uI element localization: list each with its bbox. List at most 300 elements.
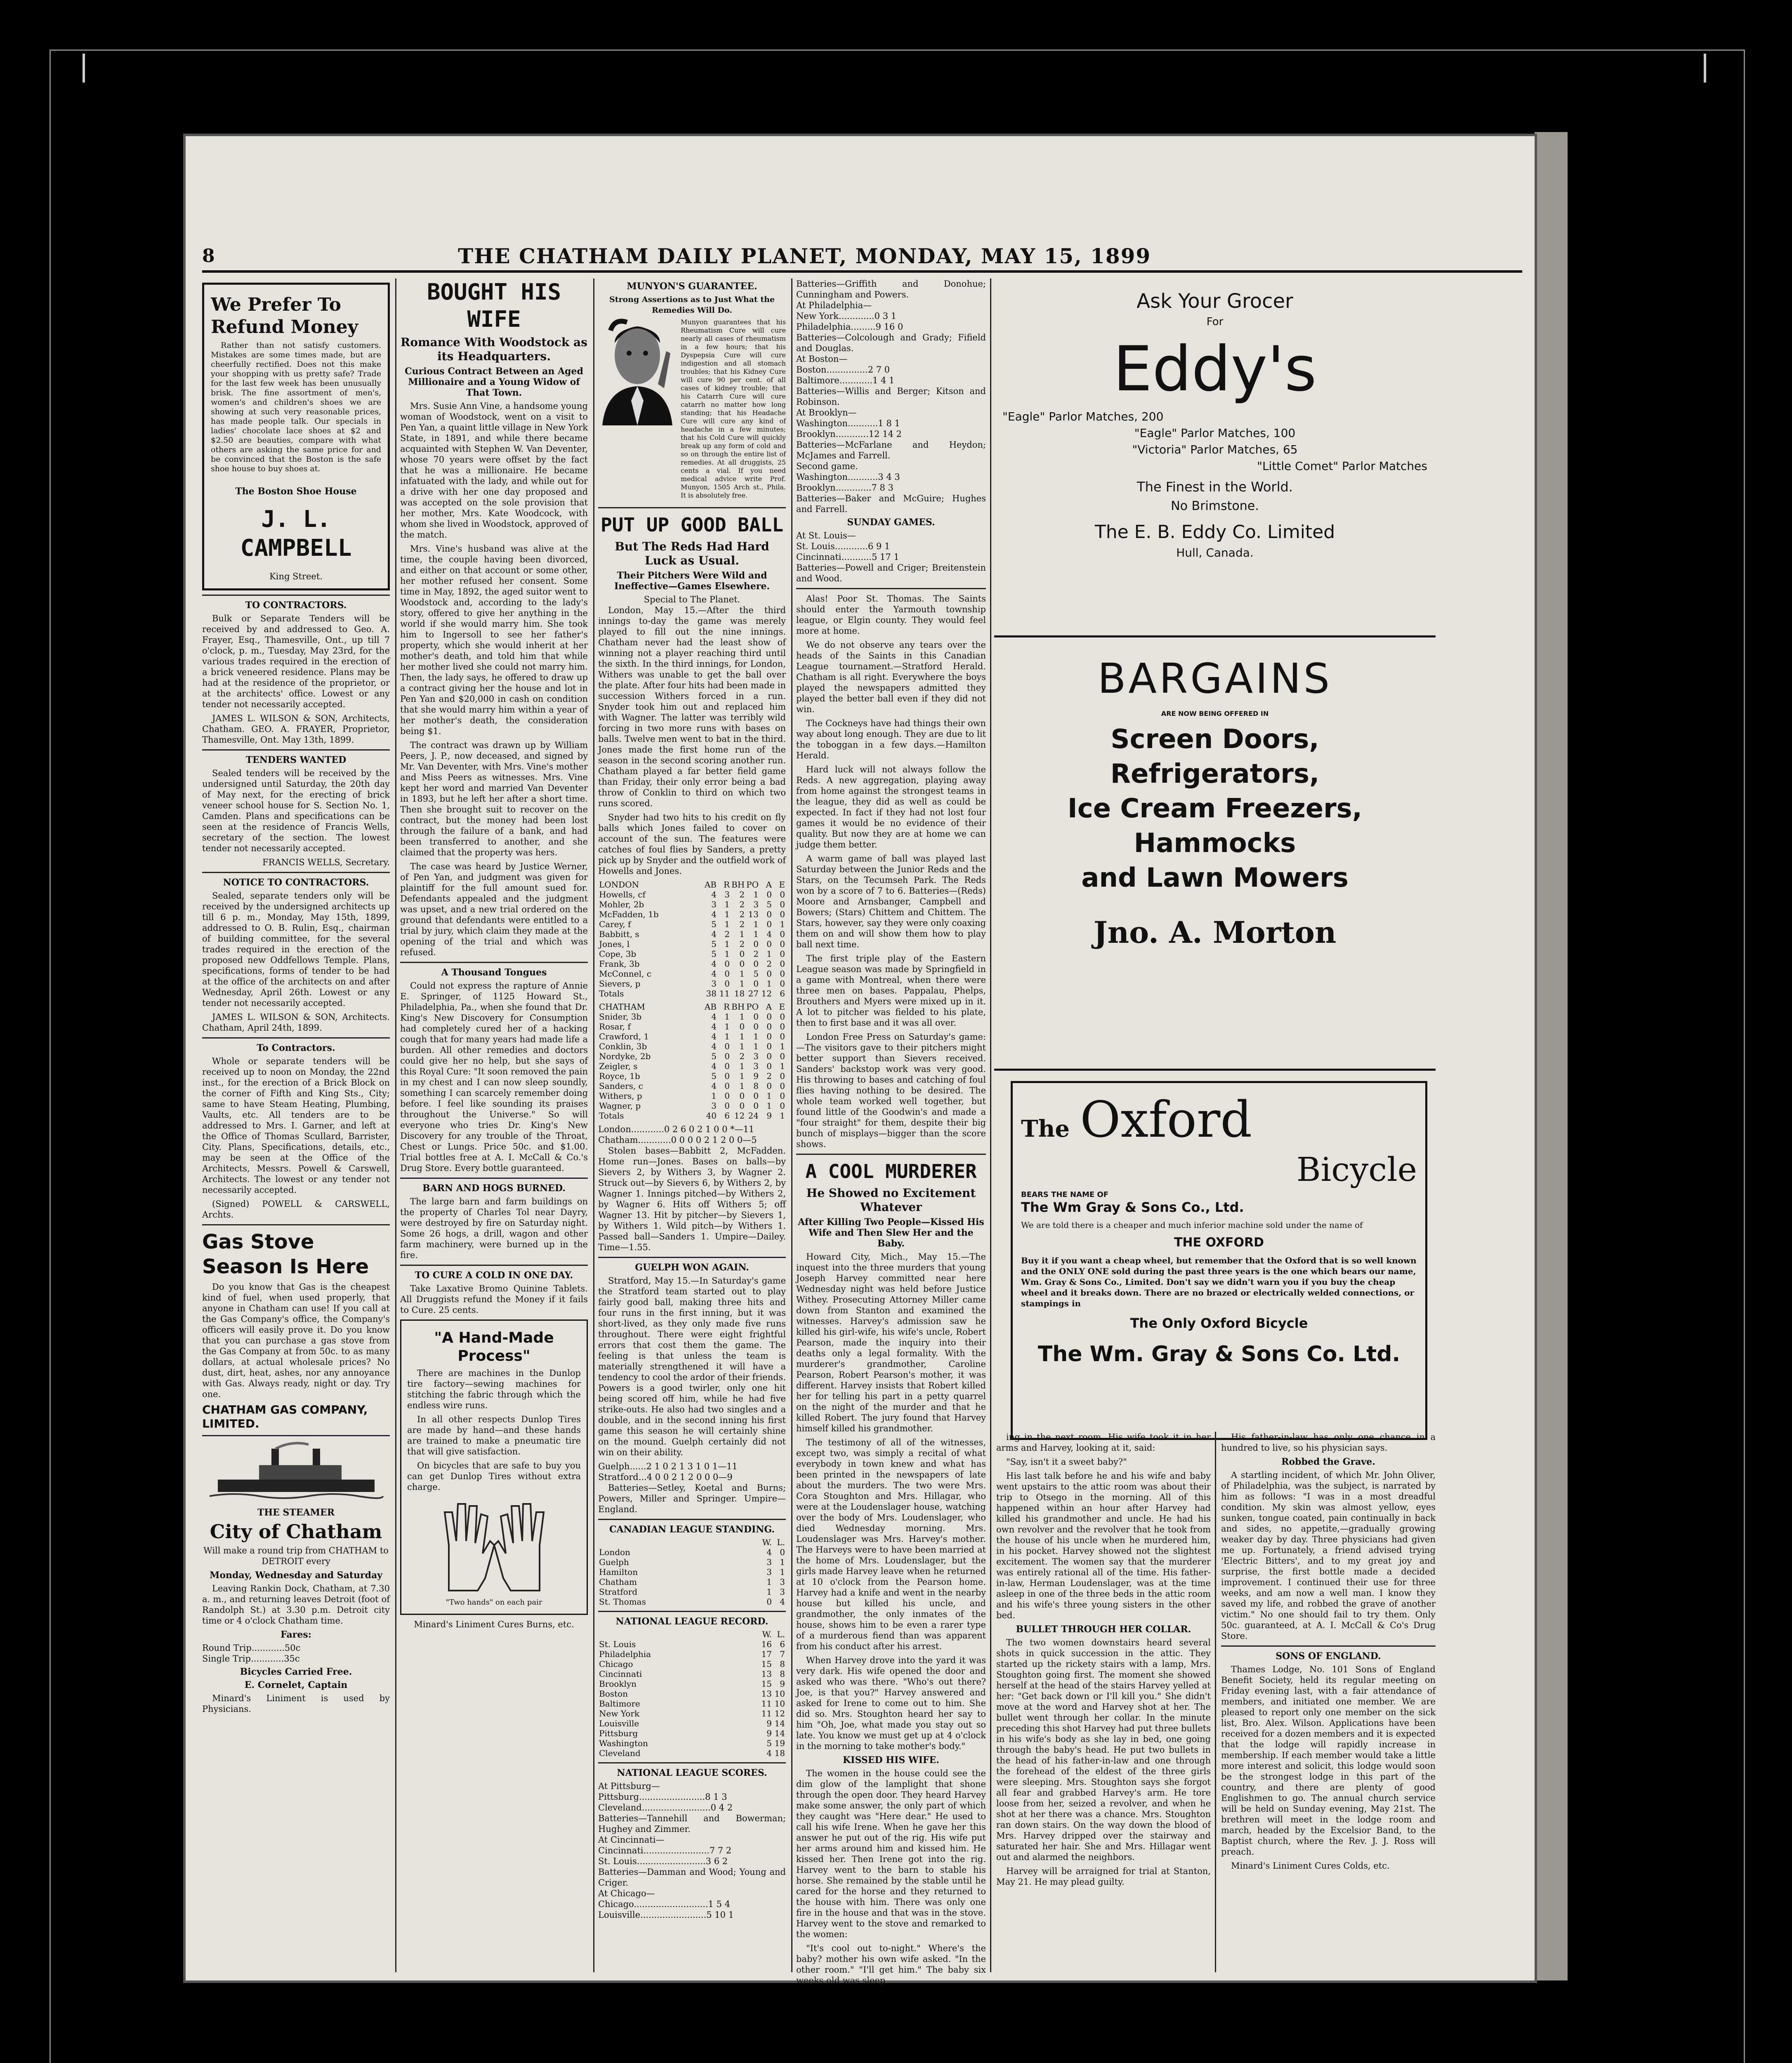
table-cell: 0	[724, 979, 730, 989]
table-cell: 2	[739, 890, 745, 899]
table-cell: 19	[774, 1738, 785, 1748]
table-cell: Howells, cf	[599, 890, 646, 899]
eddy-ad	[998, 281, 1431, 631]
column-2	[400, 279, 588, 1972]
table-cell: 1	[739, 929, 745, 939]
london-total-1: 38	[706, 989, 717, 998]
cold-body: Take Laxative Bromo Quinine Tablets. All Druggists refund the Money if it fails to Cure. 25 cents.	[400, 1284, 588, 1315]
oxford-the: The	[1021, 1115, 1070, 1142]
table-cell: 1	[739, 1081, 745, 1091]
contractors-body: Bulk or Separate Tenders will be received by and addressed to Geo. A. Frayer, Esq., Thamesville, Ont., up till 7 o'clock, p. m., Tuesday, May 23rd, for the various trades required in the erection of a brick veneered residence. Plans may be had at the residence of the proprietor, or at the architects' office. Lowest or any tender not necessarily accepted.	[202, 614, 390, 709]
table-row	[598, 1101, 786, 1111]
oxford-warn: We are told there is a cheaper and much inferior machine sold under the name of	[1021, 1220, 1363, 1230]
table-cell: 0	[780, 1012, 785, 1022]
table-cell: Louisville	[599, 1718, 639, 1728]
notes-4: Hard luck will not always follow the Reds. A new aggregation, playing away from home against the strongest teams in the league, they did as well as could be expected. In fact if they had not lost four games it would be no evidence of their quality. But now they are at home we can judge them better.	[796, 765, 986, 850]
table-cell: St. Louis	[599, 1639, 636, 1649]
table-cell: 0	[780, 909, 785, 919]
steamer-captain: E. Cornelet, Captain	[244, 1680, 348, 1690]
london-head-6: E	[779, 880, 785, 890]
murder-sub2: After Killing Two People—Kissed His Wife and Then Slew Her and the Baby.	[798, 1217, 984, 1249]
contractors2-title: To Contractors.	[257, 1043, 335, 1053]
wife-subhead2: Curious Contract Between an Aged Millionaire and a Young Widow of That Town.	[405, 366, 583, 398]
divider	[400, 962, 588, 963]
table-cell: 0	[739, 1091, 745, 1101]
tenders-title: TENDERS WANTED	[245, 755, 347, 765]
frame-corner-mark	[83, 54, 85, 83]
chatham-head-0: CHATHAM	[599, 1002, 645, 1012]
divider	[1221, 1645, 1436, 1647]
chatham-total-6: 1	[780, 1111, 785, 1121]
column-1	[202, 279, 390, 1972]
table-cell: 1	[724, 899, 730, 909]
text-line: Batteries—Griffith and Donohue; Cunningham and Powers.	[796, 279, 986, 300]
kissed-body-2: "It's cool out to-night." Where's the baby? mother his own wife asked. "In the other room." "I'll get him." The baby six weeks old was sleep	[796, 1943, 986, 1985]
table-cell: 1	[724, 1022, 730, 1032]
ball-dateline: Special to The Planet.	[644, 595, 740, 604]
divider	[400, 1178, 588, 1179]
oxford-bicycle: Bicycle	[1296, 1150, 1417, 1189]
table-cell: 16	[761, 1639, 772, 1649]
text-line: Washington...........1 8 1	[796, 418, 900, 428]
table-cell: Royce, 1b	[599, 1071, 640, 1081]
table-cell: 4	[711, 1012, 717, 1022]
table-cell: Sanders, c	[599, 1081, 643, 1091]
notes-3: The Cockneys have had things their own way about long enough. They are due to lit the toboggan in a few days.—Hamilton Herald.	[796, 718, 986, 760]
eddy-line3: "Victoria" Parlor Matches, 65	[1132, 443, 1298, 456]
table-cell: 1	[724, 1032, 730, 1041]
table-cell: Withers, p	[599, 1091, 642, 1101]
table-cell: 0	[753, 1022, 759, 1032]
robbed-title: Robbed the Grave.	[1281, 1456, 1375, 1467]
text-line: Screen Doors,	[1111, 724, 1319, 755]
eddy-place: Hull, Canada.	[1176, 546, 1254, 559]
table-cell: 14	[774, 1728, 785, 1738]
table-cell: 0	[766, 1081, 772, 1091]
table-total	[598, 989, 786, 998]
table-cell: Cleveland	[599, 1748, 641, 1758]
table-cell: Chatham	[599, 1577, 637, 1587]
table-cell: Boston	[599, 1689, 628, 1699]
column-rule	[593, 279, 594, 1972]
text-line: At St. Louis—	[796, 531, 856, 541]
eddy-ask: Ask Your Grocer	[1137, 290, 1293, 313]
table-cell: Snider, 3b	[599, 1012, 642, 1022]
divider	[796, 588, 986, 589]
can-rows	[598, 1547, 786, 1607]
table-cell: Wagner, p	[599, 1101, 641, 1111]
table-cell: 1	[724, 939, 730, 949]
nat-rows	[598, 1639, 786, 1758]
table-cell: 0	[724, 1081, 730, 1091]
table-cell: 0	[724, 1071, 730, 1081]
murder-body-2: The testimony of all of the witnesses, except two, was simply a recital of what everybody in town knew and what has been printed in the newspapers of late about the murders. The two were Mrs. Cora Stoughton and Mrs. Hillagar, who were at the Loudenslager house, watching over the body of Mrs. Loudenslager, who died Wednesday morning. Mrs. Loudenslager was Mrs. Harvey's mother. The Harveys were to have been married at the home of Mrs. Loudenslager, but the girls made Harvey leave when he returned at 10 o'clock from the Pearson home. Harvey had a knife and went in the nearby house but killed his uncle, and grandmother, the only inmates of the house, shows him to be even a rarer type of a murderous fiend than was apparent from his conduct after his arrest.	[796, 1437, 986, 1651]
table-row	[598, 1639, 786, 1649]
table-cell: 1	[739, 1071, 745, 1081]
table-cell: 1	[753, 890, 759, 899]
text-line: Batteries—Willis and Berger; Kitson and Robinson.	[796, 386, 986, 407]
morton-name: Jno. A. Morton	[1093, 915, 1337, 950]
table-cell: 1	[724, 949, 730, 959]
table-cell: 5	[753, 969, 759, 979]
london-box-score	[598, 880, 786, 998]
table-cell: 1	[724, 1012, 730, 1022]
ball-headline: PUT UP GOOD BALL	[600, 514, 784, 536]
table-cell: Hamilton	[599, 1567, 638, 1577]
table-cell: 11	[761, 1709, 772, 1718]
oxford-name: Oxford	[1080, 1091, 1252, 1149]
london-head-2: R	[723, 880, 730, 890]
column-rule	[791, 279, 792, 1972]
text-line: Batteries—Tannehill and Bowerman; Hughey and Zimmer.	[598, 1813, 786, 1834]
table-cell: 0	[780, 959, 785, 969]
table-row	[598, 1649, 786, 1659]
table-cell: 9	[780, 1679, 785, 1689]
table-cell: 7	[780, 1649, 785, 1659]
table-cell: 0	[766, 1032, 772, 1041]
table-cell: 17	[761, 1649, 772, 1659]
text-line: St. Louis............6 9 1	[796, 541, 890, 551]
murder-cont-3: Harvey will be arraigned for trial at Stanton, May 21. He may plead guilty.	[996, 1866, 1211, 1887]
divider	[202, 749, 390, 751]
table-row	[598, 1061, 786, 1071]
table-cell: 1	[780, 1567, 785, 1577]
table-cell: 3	[711, 1101, 717, 1111]
can-head-0	[598, 1537, 759, 1547]
london-head-3: BH	[731, 880, 745, 890]
table-cell: 0	[739, 1101, 745, 1111]
table-cell: 10	[774, 1699, 785, 1709]
table-cell: 0	[780, 949, 785, 959]
column-5b	[1221, 1432, 1436, 1972]
table-cell: 9	[766, 1718, 772, 1728]
london-total-3: 18	[734, 989, 745, 998]
table-cell: 0	[766, 890, 772, 899]
table-cell: 0	[724, 959, 730, 969]
table-cell: 0	[753, 979, 759, 989]
table-cell: 0	[780, 1071, 785, 1081]
chatham-total-2: 6	[724, 1111, 730, 1121]
table-cell: 0	[766, 1041, 772, 1051]
table-cell: 0	[753, 1101, 759, 1111]
table-cell: 4	[711, 909, 717, 919]
table-cell: 0	[724, 1041, 730, 1051]
table-cell: 0	[753, 939, 759, 949]
divider	[400, 1265, 588, 1266]
text-line: Cleveland.........................0 4 2	[598, 1803, 733, 1813]
table-header	[598, 880, 786, 890]
wife-body-3: The contract was drawn up by William Peers, J. P., now deceased, and signed by Mr. Van Deventer, with Mrs. Vine's mother and Miss Peers as witnesses. Mrs. Vine kept her word and married Van Deventer in 1893, but he left her after a short time. Then she brought suit to recover on the contract, but the money had been lost through the failure of a bank, and had been transferred to another, and she claimed that the property was hers.	[400, 740, 588, 857]
campbell-body: Rather than not satisfy customers. Mistakes are some times made, but are cheerfully rectified. Does not this make your shopping with us pretty safe? Trade for the last few week has been unusually brisk. The fine assortment of men's, women's and children's shoes we are showing at such very reasonable prices, has made people talk. Our specials in ladies' chocolate lace shoes at $2 and $2.50 are beauties, compare with what others are asking the same price for and be convinced that the Boston is the safe shoe house to buy shoes at.	[211, 341, 381, 473]
table-row	[598, 1032, 786, 1041]
column-rule	[1215, 1432, 1216, 1972]
chatham-total-1: 40	[706, 1111, 717, 1121]
eddy-line1: "Eagle" Parlor Matches, 200	[1002, 410, 1164, 423]
table-cell: 0	[739, 1022, 745, 1032]
guelph-score-2: Stratford...4 0 0 2 1 2 0 0 0—9	[598, 1472, 733, 1482]
national-record	[598, 1629, 786, 1758]
munyon-title: MUNYON'S GUARANTEE.	[627, 281, 757, 292]
page-edge	[1535, 132, 1568, 1980]
table-cell: 18	[774, 1748, 785, 1758]
table-cell: Stratford	[599, 1587, 638, 1597]
table-cell: 0	[780, 979, 785, 989]
table-cell: 2	[739, 919, 745, 929]
divider	[994, 1069, 1436, 1071]
morton-sub: ARE NOW BEING OFFERED IN	[1161, 710, 1269, 718]
minard-burns: Minard's Liniment Cures Burns, etc.	[414, 1619, 574, 1629]
campbell-house: The Boston Shoe House	[235, 486, 357, 497]
table-cell: 15	[761, 1659, 772, 1669]
table-cell: 4	[711, 929, 717, 939]
table-cell: 3	[753, 1051, 759, 1061]
table-cell: 4	[711, 1032, 717, 1041]
text-line: At Chicago—	[598, 1888, 655, 1898]
divider	[202, 1224, 390, 1225]
chatham-total-5: 9	[766, 1111, 772, 1121]
barn-body: The large barn and farm buildings on the property of Charles Tol near Dayry, were destroyed by fire on Saturday night. Some 26 hogs, a drill, wagon and other farm machinery, were burned up in the fire.	[400, 1197, 588, 1260]
text-line: Batteries—Colcolough and Grady; Fifield and Douglas.	[796, 333, 986, 353]
campbell-street: King Street.	[269, 571, 323, 581]
page-header	[202, 245, 1522, 273]
table-row	[598, 1738, 786, 1748]
wife-body-4: The case was heard by Justice Werner, of Pen Yan, and judgment was given for plaintiff for the full amount sued for. Defendants appealed and the judgment was upset, and a new trial ordered on the ground that defendants were entitled to a trial by jury, which claim they made at the opening of the trial and which was refused.	[400, 862, 588, 957]
notes-5: A warm game of ball was played last Saturday between the Junior Reds and the Stars, on the Tecumseh Park. The Reds won by a score of 7 to 6. Batteries—(Reds) Moore and Arnsbanger, Campbell and Bowers; (Stars) Chittem and Chittem. The Stars, however, say they were only coaxing them on and will show them how to play ball next time.	[796, 854, 986, 949]
table-cell: 0	[766, 1061, 772, 1071]
text-line: At Cincinnati—	[598, 1835, 665, 1845]
tenders-sig: FRANCIS WELLS, Secretary.	[262, 857, 390, 867]
table-cell: 1	[780, 919, 785, 929]
table-row	[598, 1051, 786, 1061]
guelph-batteries: Batteries—Setley, Koetal and Burns; Powers, Miller and Springer. Umpire—England.	[598, 1483, 786, 1514]
table-cell: 0	[780, 890, 785, 899]
campbell-name: J. L. CAMPBELL	[240, 506, 352, 562]
table-cell: 5	[766, 899, 772, 909]
divider	[598, 1611, 786, 1612]
text-line: At Brooklyn—	[796, 408, 857, 418]
murder-continued: ing in the next room. His wife took it in her arms and Harvey, looking at it, said:	[996, 1432, 1211, 1453]
london-total-6: 6	[780, 989, 785, 998]
table-cell: 0	[766, 1597, 772, 1607]
masthead-title: THE CHATHAM DAILY PLANET, MONDAY, MAY 15, 1899	[458, 244, 1151, 268]
table-cell: 0	[780, 1032, 785, 1041]
campbell-headline: We Prefer To Refund Money	[211, 294, 358, 338]
chatham-head-1: AB	[704, 1002, 717, 1012]
table-cell: 3	[711, 899, 717, 909]
campbell-ad	[202, 283, 390, 590]
cold-title: TO CURE A COLD IN ONE DAY.	[415, 1270, 573, 1281]
murder-cont-2: His last talk before he and his wife and baby went upstairs to the attic room was about their trip to Otsego in the morning. All of this happened within an hour after Harvey had killed his grandmother and uncle. He had his own revolver and the revolver that he took from the house of his uncle when he murdered him, in his pocket. Harvey showed not the slightest excitement. The women say that the murderer was entirely rational all of the time. His father-in-law, Herman Loudenslager, was at the time asleep in one of the three beds in the attic room and his wife's three young sisters in the other bed.	[996, 1471, 1211, 1620]
table-cell: Pittsburg	[599, 1728, 638, 1738]
table-cell: Washington	[599, 1738, 648, 1748]
table-row	[598, 1659, 786, 1669]
table-cell: 1	[739, 1041, 745, 1051]
text-line: Refrigerators,	[1110, 759, 1320, 789]
table-row	[598, 1699, 786, 1709]
table-header	[598, 1537, 786, 1547]
page-number: 8	[202, 245, 215, 267]
table-cell: 0	[753, 1012, 759, 1022]
table-cell: 5	[711, 919, 717, 929]
table-row	[598, 1012, 786, 1022]
table-cell: 0	[780, 1101, 785, 1111]
table-cell: Cope, 3b	[599, 949, 637, 959]
table-cell: Nordyke, 2b	[599, 1051, 651, 1061]
table-cell: 1	[753, 929, 759, 939]
oxford-ad	[1011, 1081, 1427, 1440]
table-cell: 13	[761, 1669, 772, 1679]
text-line: Louisville........................5 10 1	[598, 1910, 734, 1920]
table-cell: 4	[780, 1597, 785, 1607]
table-cell: 2	[753, 949, 759, 959]
table-cell: 3	[766, 1567, 772, 1577]
father-in-law: His father-in-law has only one chance in a hundred to live, so his physician says.	[1221, 1432, 1436, 1453]
table-row	[598, 1728, 786, 1738]
table-cell: 2	[724, 929, 730, 939]
contractors-title: TO CONTRACTORS.	[245, 600, 347, 611]
london-head-4: PO	[746, 880, 759, 890]
divider	[598, 507, 786, 508]
table-row	[598, 959, 786, 969]
table-row	[598, 929, 786, 939]
table-cell: 1	[766, 949, 772, 959]
murder-body-3: When Harvey drove into the yard it was very dark. His wife opened the door and asked who was there. "Who's out there? Joe, is that you?" Harvey answered and asked for Irene to come out to him. She did so. Mrs. Stoughton heard her say to him "Oh, Joe, what made you stay out so late. You know we must get up at 4 o'clock in the morning to take mother's body."	[796, 1655, 986, 1751]
table-cell: 13	[748, 909, 759, 919]
table-cell: Carey, f	[599, 919, 631, 929]
ball-summary: Stolen bases—Babbitt 2, McFadden. Home run—Jones. Bases on balls—by Sievers 2, by Withers 3, by Wagner 2. Struck out—by Sievers 6, by Withers 2, by Wagner 1. Innings pitched—by Withers 2, by Wagner 6. Hits off Withers 5; off Wagner 13. Hit by pitcher—by Sievers 1, by Withers 1. Wild pitch—by Withers 1. Passed ball—Sanders 1. Umpire—Dailey. Time—1.55.	[598, 1146, 786, 1252]
table-row	[598, 909, 786, 919]
text-line: Ice Cream Freezers,	[1067, 793, 1363, 824]
table-cell: 0	[739, 949, 745, 959]
guelph-score-1: Guelph......2 1 0 2 1 3 1 0 1—11	[598, 1461, 738, 1471]
game-results	[796, 279, 986, 515]
table-cell: 6	[780, 1639, 785, 1649]
table-row	[598, 1547, 786, 1557]
oxford-maker: The Wm Gray & Sons Co., Ltd.	[1021, 1199, 1244, 1215]
table-cell: 0	[766, 939, 772, 949]
table-cell: Crawford, 1	[599, 1032, 649, 1041]
table-cell: 1	[739, 1061, 745, 1071]
table-cell: 0	[724, 1091, 730, 1101]
table-cell: 3	[711, 979, 717, 989]
table-row	[598, 1022, 786, 1032]
table-row	[598, 1718, 786, 1728]
table-cell: 8	[780, 1669, 785, 1679]
table-cell: Baltimore	[599, 1699, 640, 1709]
table-cell: Rosar, f	[599, 1022, 631, 1032]
table-cell: 12	[774, 1709, 785, 1718]
table-cell: 11	[761, 1699, 772, 1709]
table-cell: Brooklyn	[599, 1679, 637, 1689]
table-cell: 1	[780, 1557, 785, 1567]
wife-subhead: Romance With Woodstock as its Headquarters.	[401, 335, 587, 363]
table-cell: 0	[766, 919, 772, 929]
chatham-head-2: R	[723, 1002, 730, 1012]
table-cell: 4	[711, 1041, 717, 1051]
table-cell: 0	[780, 929, 785, 939]
table-header	[598, 1002, 786, 1012]
can-head-2: L.	[777, 1537, 785, 1547]
table-cell: 1	[766, 979, 772, 989]
tongues-title: A Thousand Tongues	[441, 967, 547, 978]
london-head-5: A	[766, 880, 772, 890]
murder-headline: A COOL MURDERER	[805, 1160, 977, 1183]
table-cell: 3	[766, 1557, 772, 1567]
table-cell: 1	[739, 969, 745, 979]
notice-title: NOTICE TO CONTRACTORS.	[223, 877, 369, 888]
text-line: Boston...............2 7 0	[796, 365, 890, 375]
eddy-line4: "Little Comet" Parlor Matches	[1257, 459, 1427, 473]
table-cell: 5	[711, 1071, 717, 1081]
table-cell: 0	[780, 1547, 785, 1557]
table-cell: 8	[780, 1659, 785, 1669]
london-head-1: AB	[704, 880, 717, 890]
eddy-for: For	[1206, 316, 1224, 328]
table-cell: 3	[780, 1577, 785, 1587]
table-cell: 0	[724, 1051, 730, 1061]
table-row	[598, 1689, 786, 1699]
table-cell: 1	[766, 1101, 772, 1111]
table-cell: 14	[774, 1718, 785, 1728]
text-line: Cincinnati........................7 7 2	[598, 1846, 732, 1855]
table-cell: 5	[711, 949, 717, 959]
table-cell: Philadelphia	[599, 1649, 651, 1659]
gas-body: Do you know that Gas is the cheapest kind of fuel, when used properly, that anyone in Chatham can use! If you call at the Gas Company's office, the Company's officers will easily prove it. Do you know that you can purchase a gas stove from the Gas Company at from 50c. to as many dollars, at actual wholesale prices? No dust, dirt, heat, ashes, nor any annoyance with Gas. Always ready, night or day. Try one.	[202, 1282, 390, 1399]
murder-body-1: Howard City, Mich., May 15.—The inquest into the three murders that young Joseph Harvey committed near here Wednesday night was held before Justice Withey. Prosecuting Attorney Miller came down from Stanton and examined the witnesses. Harvey's admission saw he killed his girl-wife, his wife's uncle, Robert Pearson, made the inquiry into their deaths only a legal formality. With the murderer's grandmother, Caroline Pearson, Robert Pearson's mother, it was different. Harvey insists that Robert killed her for telling his part in a petty quarrel on the night of the murder and that he killed Robert. The jury found that Harvey himself killed his grandmother.	[796, 1252, 986, 1433]
london-total-0: Totals	[599, 989, 624, 998]
chatham-rows	[598, 1012, 786, 1111]
london-total-4: 27	[748, 989, 759, 998]
table-row	[598, 1597, 786, 1607]
table-cell: 4	[711, 959, 717, 969]
table-cell: 0	[780, 1051, 785, 1061]
table-cell: McConnel, c	[599, 969, 651, 979]
bullet-title: BULLET THROUGH HER COLLAR.	[1016, 1624, 1191, 1635]
chatham-head-4: PO	[746, 1002, 759, 1012]
table-cell: 1	[739, 1012, 745, 1022]
chatham-head-3: BH	[731, 1002, 745, 1012]
guelph-body: Stratford, May 15.—In Saturday's game the Stratford team started out to play fairly good ball, making three hits and four runs in the first inning, but it was short-lived, as they only made five runs throughout. There were eight frightful errors that cost them the game. The feeling is that unless the team is materially strengthened it will have a tendency to cool the ardor of their friends. Powers is a good twirler, only one hit being scored off him, while he had five strike-outs. He also had two singles and a double, and in the second inning his first game this season he will certainly shine on the mound. Guelph certainly did not win on their ability.	[598, 1276, 786, 1457]
newspaper-page	[186, 136, 1535, 1985]
kissed-body: The women in the house could see the dim glow of the lamplight that shone through the open door. They heard Harvey make some answer, the only part of which they caught was "Here dear." He used to call his wife Irene. When he gave her this answer he put out of the rig. His wife put her arms around him and kissed him. He kissed her. Then Irene got into the rig. Harvey went to the barn to stable his horse. She remained by the stable until he cared for the horse and they returned to the house with him. There was only one fire in the house and that was in the stove. Harvey went to the stove and remarked to the women:	[796, 1768, 986, 1939]
table-cell: 0	[739, 959, 745, 969]
guelph-title: GUELPH WON AGAIN.	[635, 1262, 749, 1273]
sons-body: Thames Lodge, No. 101 Sons of England Benefit Society, held its regular meeting on Friday evening last, with a fair attendance of members, and initiated one member. We are pleased to report only one member on the sick list, Bro. Alex. Wilson. Applications have been received for a dozen members and it is expected that the lodge will rapidly increase in membership. If each member would take a little more interest and solicit, this lodge would soon be the strongest lodge in this part of the country, and there are plenty of good Englishmen to go. The annual church service will be held on Sunday evening, May 21st. The brethren will meet in the lodge room and march, headed by the Excelsior Band, to the Baptist church, where the Rev. J. J. Ross will preach.	[1221, 1664, 1436, 1857]
divider	[598, 1519, 786, 1520]
morton-title: BARGAINS	[1097, 654, 1332, 703]
table-cell: 1	[766, 1091, 772, 1101]
table-cell: 1	[766, 1587, 772, 1597]
table-cell: 1	[724, 909, 730, 919]
table-cell: 0	[724, 1101, 730, 1111]
table-cell: 0	[780, 939, 785, 949]
table-cell: 13	[761, 1689, 772, 1699]
steamer-fares-title: Fares:	[281, 1629, 311, 1640]
london-head-0: LONDON	[599, 880, 639, 890]
notice-sig: JAMES L. WILSON & SON, Architects. Chatham, April 24th, 1899.	[202, 1012, 390, 1033]
table-cell: 9	[753, 1071, 759, 1081]
table-cell: 4	[766, 1748, 772, 1758]
table-row	[598, 1587, 786, 1597]
table-cell: Cincinnati	[599, 1669, 642, 1679]
steamer-schedule: Leaving Rankin Dock, Chatham, at 7.30 a. m., and returning leaves Detroit (foot of Randolph St.) at 3.30 p.m. Detroit city time or 4 o'clock Chatham time.	[202, 1584, 390, 1626]
national-record-title: NATIONAL LEAGUE RECORD.	[615, 1616, 769, 1627]
column-5a	[996, 1432, 1211, 1972]
table-row	[598, 1669, 786, 1679]
morton-ad	[998, 644, 1431, 1065]
table-cell: Conklin, 3b	[599, 1041, 647, 1051]
dunlop-ad	[400, 1319, 588, 1615]
